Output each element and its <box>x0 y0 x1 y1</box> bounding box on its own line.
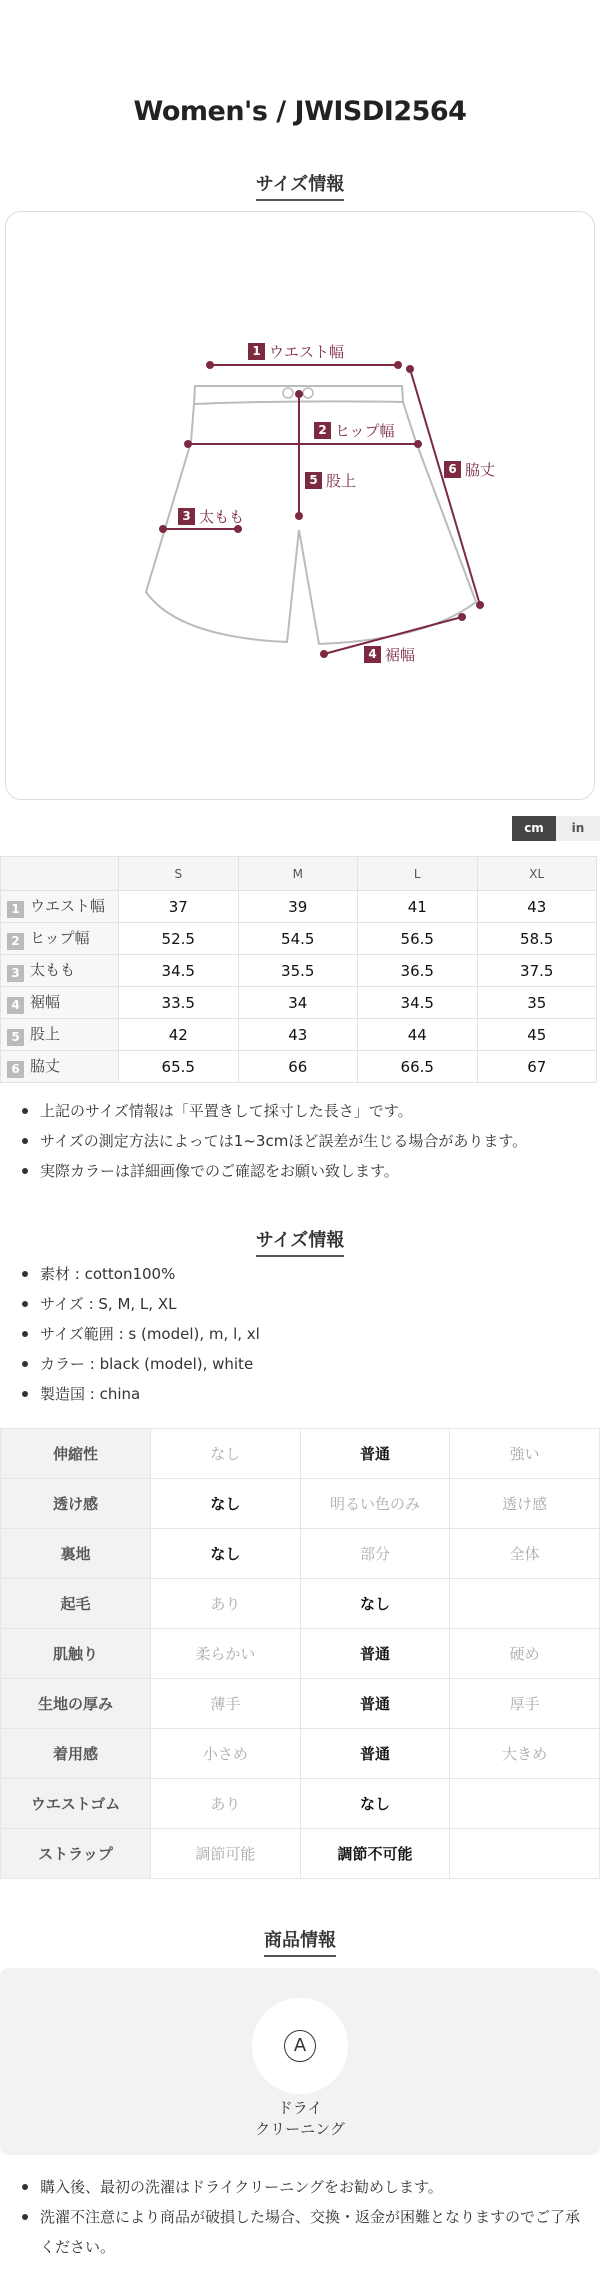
size-value: 54.5 <box>238 923 358 955</box>
row-label: 1 ウエスト幅 <box>1 891 119 923</box>
fabric-option <box>450 1829 600 1879</box>
waist-label: 1 ウエスト幅 <box>248 341 344 362</box>
fabric-option: 普通 <box>300 1429 450 1479</box>
size-value: 56.5 <box>358 923 478 955</box>
fabric-option: あり <box>151 1779 301 1829</box>
size-value: 35 <box>477 987 597 1019</box>
fabric-attribute: 起毛 <box>1 1579 151 1629</box>
fabric-option: 大きめ <box>450 1729 600 1779</box>
row-label: 5 股上 <box>1 1019 119 1051</box>
table-row <box>1 987 597 1019</box>
table-row <box>1 1629 600 1679</box>
care-label: ドライ クリーニング <box>255 2099 345 2138</box>
list-item: 素材 : cotton100% <box>22 1259 582 1289</box>
list-item: 上記のサイズ情報は「平置きして採寸した長さ」です。 <box>22 1096 582 1126</box>
size-diagram <box>5 211 595 800</box>
size-value: 43 <box>477 891 597 923</box>
size-table <box>0 856 597 1083</box>
size-value: 35.5 <box>238 955 358 987</box>
fabric-option: 強い <box>450 1429 600 1479</box>
info-heading: サイズ情報 <box>0 1226 600 1257</box>
size-value: 37.5 <box>477 955 597 987</box>
fabric-option: 全体 <box>450 1529 600 1579</box>
hem-label: 4 裾幅 <box>364 644 415 665</box>
thigh-label: 3 太もも <box>178 506 244 527</box>
table-row <box>1 1679 600 1729</box>
table-row <box>1 1051 597 1083</box>
fabric-option: なし <box>300 1579 450 1629</box>
table-row <box>1 923 597 955</box>
fabric-option: 明るい色のみ <box>300 1479 450 1529</box>
list-item: サイズ : S, M, L, XL <box>22 1289 582 1319</box>
fabric-attribute: 着用感 <box>1 1729 151 1779</box>
rise-label: 5 股上 <box>305 470 356 491</box>
row-label: 4 裾幅 <box>1 987 119 1019</box>
size-value: 67 <box>477 1051 597 1083</box>
table-row <box>1 1019 597 1051</box>
table-row <box>1 1779 600 1829</box>
care-icon-circle <box>252 1998 348 2094</box>
table-row <box>1 1479 600 1529</box>
fabric-option: なし <box>151 1479 301 1529</box>
table-row <box>1 1579 600 1629</box>
fabric-option: 普通 <box>300 1629 450 1679</box>
fabric-option: 厚手 <box>450 1679 600 1729</box>
shorts-illustration <box>6 212 596 801</box>
fabric-option: 薄手 <box>151 1679 301 1729</box>
size-header: S <box>119 857 239 891</box>
size-info-heading: サイズ情報 <box>0 170 600 201</box>
list-item: 製造国 : china <box>22 1379 582 1409</box>
fabric-attribute: ウエストゴム <box>1 1779 151 1829</box>
fabric-option: 普通 <box>300 1679 450 1729</box>
row-label: 3 太もも <box>1 955 119 987</box>
size-header: XL <box>477 857 597 891</box>
unit-cm-button[interactable]: cm <box>512 816 556 841</box>
table-row <box>1 1729 600 1779</box>
product-info-heading: 商品情報 <box>0 1926 600 1957</box>
size-value: 41 <box>358 891 478 923</box>
size-value: 66.5 <box>358 1051 478 1083</box>
row-label: 6 脇丈 <box>1 1051 119 1083</box>
product-spec-list <box>22 1259 582 1409</box>
size-value: 65.5 <box>119 1051 239 1083</box>
fabric-attribute: ストラップ <box>1 1829 151 1879</box>
list-item: サイズ範囲 : s (model), m, l, xl <box>22 1319 582 1349</box>
row-label: 2 ヒップ幅 <box>1 923 119 955</box>
size-value: 37 <box>119 891 239 923</box>
table-row <box>1 1429 600 1479</box>
size-value: 42 <box>119 1019 239 1051</box>
fabric-option: あり <box>151 1579 301 1629</box>
size-value: 33.5 <box>119 987 239 1019</box>
fabric-option: 調節可能 <box>151 1829 301 1879</box>
size-value: 66 <box>238 1051 358 1083</box>
fabric-option: 調節不可能 <box>300 1829 450 1879</box>
outseam-label: 6 脇丈 <box>444 459 495 480</box>
list-item: カラー : black (model), white <box>22 1349 582 1379</box>
care-box <box>0 1968 600 2155</box>
fabric-option: 部分 <box>300 1529 450 1579</box>
size-value: 36.5 <box>358 955 478 987</box>
size-header: L <box>358 857 478 891</box>
size-value: 34.5 <box>358 987 478 1019</box>
fabric-attribute: 透け感 <box>1 1479 151 1529</box>
fabric-attribute: 裏地 <box>1 1529 151 1579</box>
size-value: 43 <box>238 1019 358 1051</box>
fabric-attribute: 生地の厚み <box>1 1679 151 1729</box>
size-value: 34.5 <box>119 955 239 987</box>
size-value: 58.5 <box>477 923 597 955</box>
table-row <box>1 1829 600 1879</box>
fabric-option: なし <box>151 1529 301 1579</box>
size-header: M <box>238 857 358 891</box>
table-row <box>1 891 597 923</box>
fabric-option <box>450 1779 600 1829</box>
fabric-option: 小さめ <box>151 1729 301 1779</box>
list-item: 実際カラーは詳細画像でのご確認をお願い致します。 <box>22 1156 582 1186</box>
list-item: サイズの測定方法によっては1~3cmほど誤差が生じる場合があります。 <box>22 1126 582 1156</box>
size-value: 52.5 <box>119 923 239 955</box>
fabric-option: 透け感 <box>450 1479 600 1529</box>
fabric-table <box>0 1428 600 1879</box>
fabric-option: 普通 <box>300 1729 450 1779</box>
size-value: 44 <box>358 1019 478 1051</box>
size-value: 45 <box>477 1019 597 1051</box>
table-row <box>1 1529 600 1579</box>
list-item: 洗濯不注意により商品が破損した場合、交換・返金が困難となりますのでご了承ください。 <box>22 2202 582 2262</box>
unit-toggle[interactable] <box>512 816 600 841</box>
size-value: 39 <box>238 891 358 923</box>
fabric-option <box>450 1579 600 1629</box>
size-notes <box>22 1096 582 1186</box>
hip-label: 2 ヒップ幅 <box>314 420 395 441</box>
dry-clean-icon: A <box>284 2030 316 2062</box>
fabric-option: 硬め <box>450 1629 600 1679</box>
fabric-option: なし <box>300 1779 450 1829</box>
size-table-header <box>1 857 597 891</box>
page-title: Women's / JWISDI2564 <box>133 96 467 127</box>
care-notes <box>22 2172 582 2262</box>
fabric-attribute: 伸縮性 <box>1 1429 151 1479</box>
fabric-option: なし <box>151 1429 301 1479</box>
table-row <box>1 955 597 987</box>
fabric-option: 柔らかい <box>151 1629 301 1679</box>
fabric-attribute: 肌触り <box>1 1629 151 1679</box>
list-item: 購入後、最初の洗濯はドライクリーニングをお勧めします。 <box>22 2172 582 2202</box>
unit-in-button[interactable]: in <box>556 816 600 841</box>
size-value: 34 <box>238 987 358 1019</box>
